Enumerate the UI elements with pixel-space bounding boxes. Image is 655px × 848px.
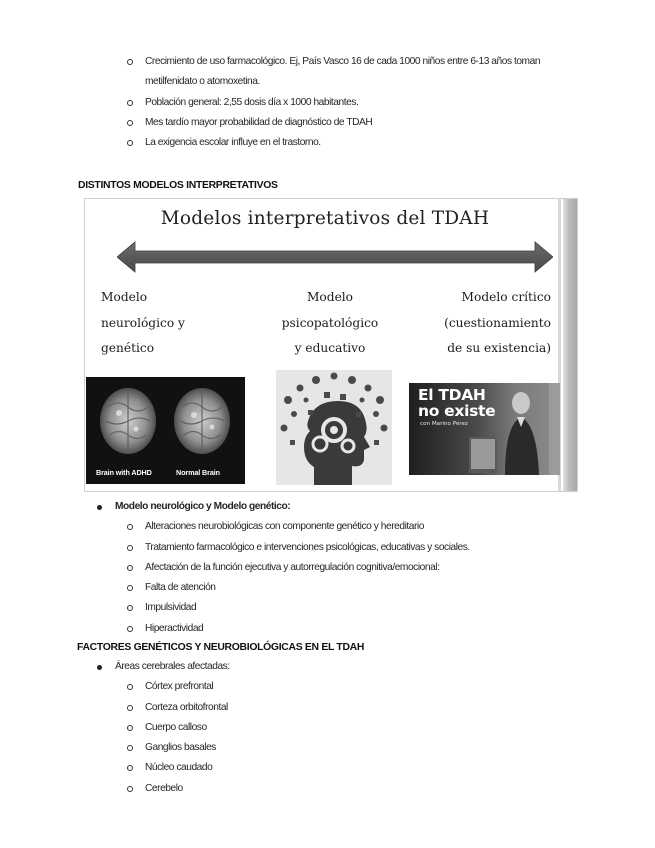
model-list — [97, 497, 597, 639]
intro-list — [127, 52, 547, 153]
double-arrow-icon — [117, 239, 553, 275]
brain-normal-caption: Normal Brain — [176, 468, 220, 477]
section-heading-factores: FACTORES GENÉTICOS Y NEUROBIOLÓGICAS EN EL TDAH — [77, 642, 365, 653]
model-psicopatologico-label: Modelo psicopatológico y educativo — [281, 290, 379, 355]
slide-border-decoration — [563, 199, 577, 491]
list-item-heading: Áreas cerebrales afectadas: — [97, 657, 597, 677]
head-gears-illustration — [276, 370, 392, 485]
brain-adhd-caption: Brain with ADHD — [96, 468, 152, 477]
list-item: Impulsividad — [127, 598, 597, 618]
list-item: Alteraciones neurobiológicas con componente genético y hereditario — [127, 517, 597, 537]
list-item-heading: Modelo neurológico y Modelo genético: — [97, 497, 597, 517]
list-item: Falta de atención — [127, 578, 597, 598]
models-slide-image — [84, 198, 578, 492]
list-item: Cerebelo — [127, 779, 597, 799]
list-item: Corteza orbitofrontal — [127, 698, 597, 718]
list-item: Población general: 2,55 dosis día x 1000 habitantes. — [127, 93, 547, 113]
list-item: Mes tardío mayor probabilidad de diagnóstico de TDAH — [127, 113, 547, 133]
list-item: Córtex prefrontal — [127, 677, 597, 697]
list-item: Hiperactividad — [127, 619, 597, 639]
speaker-illustration — [409, 383, 560, 475]
tdah-image-subtitle: con Marino Pérez — [420, 421, 468, 427]
brain-areas-list — [97, 657, 597, 799]
list-item: Ganglios basales — [127, 738, 597, 758]
model-neurologico-label: Modelo neurológico y genético — [101, 290, 185, 355]
list-item: Tratamiento farmacológico e intervenciones psicológicas, educativas y sociales. — [127, 538, 597, 558]
model-critico-label: Modelo crítico (cuestionamiento de su existencia) — [444, 290, 551, 355]
list-item: Crecimiento de uso farmacológico. Ej, País Vasco 16 de cada 1000 niños entre 6-13 años toman metilfenidato o atomoxetina. — [127, 52, 547, 93]
list-item: Núcleo caudado — [127, 758, 597, 778]
section-heading-modelos: DISTINTOS MODELOS INTERPRETATIVOS — [78, 180, 278, 191]
tdah-no-existe-image — [409, 383, 560, 475]
tdah-image-title: El TDAH no existe — [418, 386, 496, 420]
list-item: Afectación de la función ejecutiva y autorregulación cognitiva/emocional: — [127, 558, 597, 578]
brain-scan-image — [86, 377, 245, 484]
head-icons-image — [276, 370, 392, 485]
list-item: La exigencia escolar influye en el trastorno. — [127, 133, 547, 153]
slide-title: Modelos interpretativos del TDAH — [160, 208, 490, 229]
list-item: Cuerpo calloso — [127, 718, 597, 738]
